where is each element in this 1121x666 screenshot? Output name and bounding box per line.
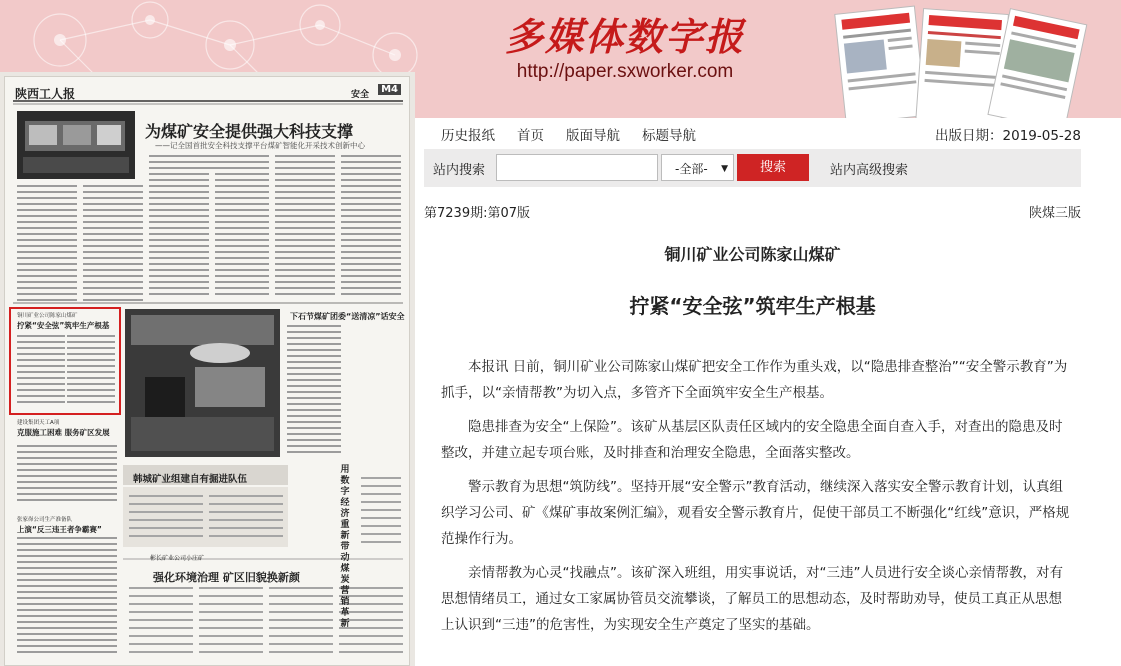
issue-number: 第7239期:第07版 [424, 206, 531, 221]
newspaper-page-panel [0, 72, 415, 666]
newspaper-subheadline: ——记全国首批安全科技支撑平台煤矿智能化开采技术创新中心 [155, 141, 365, 150]
newspaper-selected-title[interactable]: 拧紧“安全弦”筑牢生产根基 [17, 321, 110, 330]
newspaper-banner-title[interactable]: 韩城矿业组建自有掘进队伍 [133, 474, 248, 485]
newspaper-masthead: 陕西工人报 [15, 87, 76, 101]
newspaper-section-label: 安全 [350, 90, 369, 100]
search-scope-value: -全部- [675, 162, 708, 176]
article-kicker: 铜川矿业公司陈家山煤矿 [664, 245, 841, 264]
nav-history[interactable]: 历史报纸 [441, 128, 495, 144]
brand-url: http://paper.sxworker.com [516, 61, 734, 82]
newspaper-article-title[interactable]: 克服施工困难 服务矿区发展 [17, 428, 110, 437]
article-paragraph: 亲情帮教为心灵“找融点”。该矿深入班组，用实事说话，对“三违”人员进行安全谈心亲情帮教，对有思想情绪员工，通过女工家属协管员交流攀谈，了解员工的思想动态，及时帮助劝导，使员工真正从思想上认识到“三违”的危害性，为实现安全生产奠定了坚实的基础。 [441, 565, 1063, 633]
newspaper-main-headline[interactable]: 为煤矿安全提供强大科技支撑 [145, 122, 354, 141]
newspaper-vertical-headline[interactable]: 用数字经济 重新 带动煤炭 营销 革新 [340, 465, 350, 629]
newspaper-page-badge: M4 [378, 84, 401, 95]
article-body [441, 354, 1071, 646]
site-search-bar [424, 149, 1081, 187]
newspaper-article-kicker: 彬长矿业公司小庄矿 [150, 555, 205, 562]
edition-name: 陕煤三版 [1028, 206, 1081, 221]
newspaper-article-title[interactable]: 上演“反三违王者争霸赛” [17, 525, 102, 534]
top-navigation [441, 124, 696, 146]
nav-home[interactable]: 首页 [517, 128, 544, 144]
newspaper-mid-headline[interactable]: 下石节煤矿团委“送清凉”话安全 [290, 312, 405, 321]
selected-article-highlight[interactable] [9, 307, 121, 415]
search-scope-select[interactable] [661, 154, 734, 181]
advanced-search-link[interactable]: 站内高级搜索 [830, 163, 909, 178]
brand-logo[interactable] [500, 14, 750, 84]
newspaper-article-title[interactable]: 强化环境治理 矿区旧貌换新颜 [153, 571, 300, 584]
search-input[interactable] [496, 154, 658, 181]
newspaper-article-kicker: 建设集团天工A项 [17, 420, 60, 426]
article-paragraph: 警示教育为思想“筑防线”。坚持开展“安全警示”教育活动，继续深入落实安全警示教育计划，认真组织学习公司、矿《煤矿事故案例汇编》，观看安全警示教育片，促使干部员工不断强化“红线”意识，严格规范操作行为。 [441, 479, 1070, 547]
article-paragraph: 本报讯 日前，铜川矿业公司陈家山煤矿把安全工作作为重头戏，以“隐患排查整治”“安全警示教育”为抓手，以“亲情帮教”为切入点，多管齐下全面筑牢安全生产根基。 [441, 359, 1068, 401]
newspaper-page-image[interactable] [4, 76, 410, 666]
article-paragraph: 隐患排查为安全“上保险”。该矿从基层区队责任区域内的安全隐患全面自查入手，对查出的隐患及时整改，并建立起专项台账，及时排查和治理安全隐患，全面落实整改。 [441, 419, 1063, 461]
newspaper-stack-illustration [820, 2, 1090, 118]
publication-date: 出版日期：2019-05-28 [935, 128, 1081, 144]
brand-title: 多媒体数字报 [504, 14, 745, 59]
caret-down-icon: ▼ [721, 164, 728, 174]
newspaper-article-kicker: 张家峁公司生产准备队 [17, 517, 73, 523]
newspaper-selected-kicker: 铜川矿业公司陈家山煤矿 [17, 313, 78, 319]
article-title: 拧紧“安全弦”筑牢生产根基 [629, 294, 876, 318]
search-button[interactable]: 搜索 [737, 154, 809, 181]
nav-page-navigation[interactable]: 版面导航 [566, 128, 620, 144]
search-label: 站内搜索 [433, 163, 486, 178]
nav-title-navigation[interactable]: 标题导航 [642, 128, 696, 144]
